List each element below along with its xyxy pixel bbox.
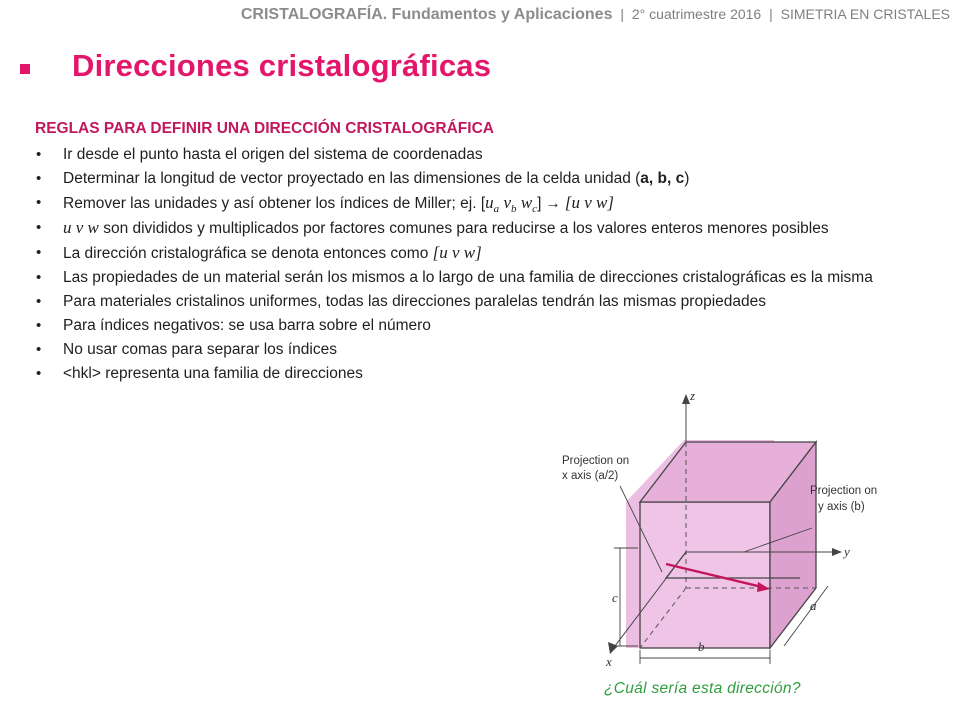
header-separator: | <box>769 6 773 22</box>
x-projection-label-line2: x axis (a/2) <box>562 470 619 482</box>
dim-c-label: c <box>612 590 618 605</box>
index-u: u <box>485 193 494 212</box>
list-item-text: Las propiedades de un material serán los mismos a lo largo de una familia de direcciones cristalográficas es la misma <box>63 269 873 286</box>
page-title: Direcciones cristalográficas <box>72 48 492 83</box>
y-projection-label-line1: Projection on <box>810 485 878 497</box>
list-item <box>35 290 875 314</box>
list-item <box>35 216 875 241</box>
arrow-right-icon: → <box>545 195 561 212</box>
index-v: v <box>503 193 512 212</box>
rules-heading: REGLAS PARA DEFINIR UNA DIRECCIÓN CRISTALOGRÁFICA <box>35 120 494 137</box>
y-axis-arrow-icon <box>832 548 842 556</box>
slide-header <box>241 6 950 24</box>
list-item-text: Remover las unidades y así obtener los índices de Miller; ej. [ <box>63 195 486 212</box>
y-axis-label: y <box>844 544 850 559</box>
list-item <box>35 167 875 191</box>
rules-list <box>35 143 875 386</box>
list-item-text: Para índices negativos: se usa barra sobre el número <box>63 317 431 334</box>
list-item <box>35 143 875 167</box>
list-item-text: La dirección cristalográfica se denota entonces como <box>63 245 433 262</box>
question-caption: ¿Cuál sería esta dirección? <box>604 680 801 697</box>
term-label: 2° cuatrimestre 2016 <box>631 6 762 22</box>
miller-notation: [u v w] <box>564 193 614 212</box>
miller-indices: u v w <box>63 218 99 237</box>
miller-notation: [u v w] <box>432 243 482 262</box>
cell-dimensions: a, b, c <box>640 170 685 187</box>
square-bullet-icon <box>20 64 30 74</box>
z-axis-label: z <box>690 388 696 403</box>
index-v-subscript: b <box>511 203 517 216</box>
y-projection-label-line2: y axis (b) <box>818 501 865 513</box>
list-item-text: Determinar la longitud de vector proyectado en las dimensiones de la celda unidad ( <box>63 170 641 187</box>
list-item-text: Para materiales cristalinos uniformes, todas las direcciones paralelas tendrán las mismas propiedades <box>63 293 767 310</box>
list-item <box>35 191 875 216</box>
list-item-text: No usar comas para separar los índices <box>63 341 337 358</box>
index-u-subscript: a <box>493 203 500 216</box>
list-item-text: son divididos y multiplicados por factores comunes para reducirse a los valores enteros menores posibles <box>98 220 829 237</box>
topic-label: SIMETRIA EN CRISTALES <box>780 6 950 22</box>
list-item <box>35 266 875 290</box>
list-item-text: ) <box>684 170 690 187</box>
index-w: w <box>520 193 533 212</box>
unit-cell-diagram <box>548 380 944 680</box>
bracket-close: ] <box>537 195 542 212</box>
course-title: CRISTALOGRAFÍA. Fundamentos y Aplicaciones <box>240 6 613 23</box>
list-item <box>35 241 875 266</box>
list-item <box>35 314 875 338</box>
header-separator: | <box>620 6 624 22</box>
dim-a-label: a <box>810 598 817 613</box>
dim-b-label: b <box>698 639 705 654</box>
x-projection-label-line1: Projection on <box>562 455 630 467</box>
list-item-text: Ir desde el punto hasta el origen del sistema de coordenadas <box>63 146 483 163</box>
cell-front-face <box>640 502 770 648</box>
list-item-text: <hkl> representa una familia de direcciones <box>63 365 363 382</box>
x-axis-label: x <box>606 654 612 669</box>
list-item <box>35 338 875 362</box>
index-w-subscript: c <box>532 203 538 216</box>
z-axis-arrow-icon <box>682 394 690 404</box>
